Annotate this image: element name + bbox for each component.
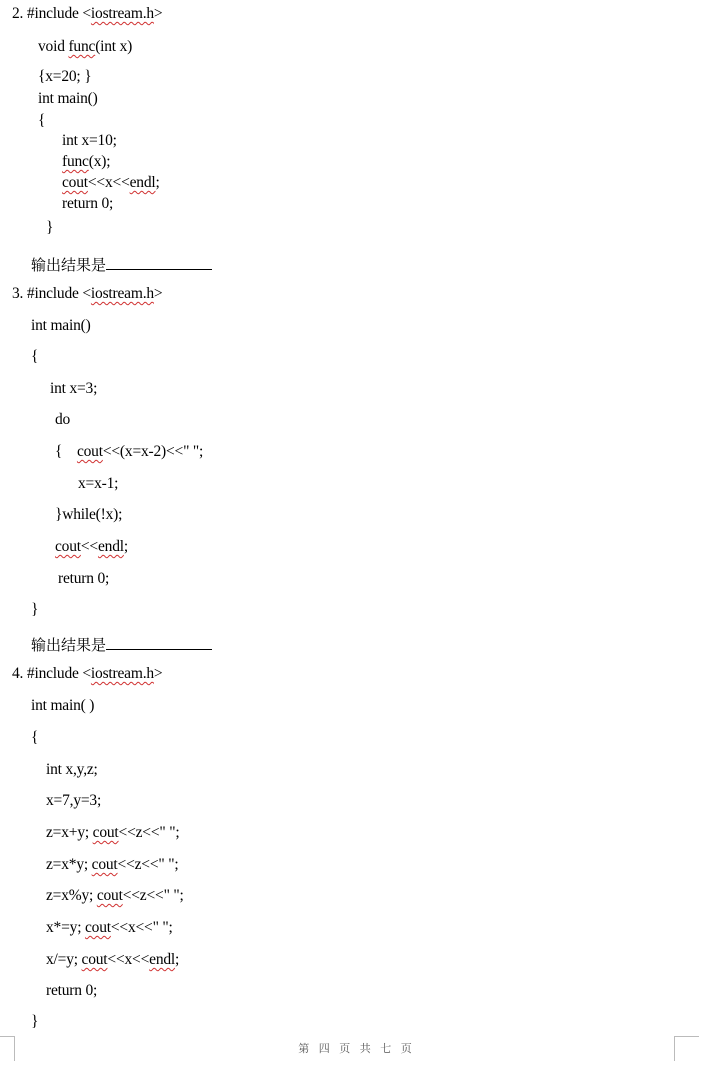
page-footer: 第 四 页 共 七 页 — [298, 1042, 415, 1055]
code-line: return 0; — [58, 570, 110, 587]
q2-answer-prompt: 输出结果是 — [31, 253, 212, 275]
code-line: return 0; — [62, 195, 114, 212]
q4-number: 4. — [12, 665, 24, 682]
code-line: { — [31, 348, 39, 365]
code-line: int main() — [38, 90, 98, 107]
code-line: } — [31, 601, 39, 618]
code-line: int x=10; — [62, 132, 117, 149]
code-line: { — [38, 112, 46, 129]
q3-answer-prompt: 输出结果是 — [31, 633, 212, 655]
answer-blank — [106, 633, 212, 650]
code-line: void func(int x) — [38, 38, 133, 55]
q2-include-line: 2. #include <iostream.h> — [12, 5, 163, 22]
code-line: int x=3; — [50, 380, 98, 397]
q2-number: 2. — [12, 5, 24, 22]
code-line: x=7,y=3; — [46, 792, 102, 809]
code-line: int x,y,z; — [46, 761, 98, 778]
code-line: }while(!x); — [55, 506, 123, 523]
answer-blank — [106, 253, 212, 270]
code-line: int main() — [31, 317, 91, 334]
code-line: func(x); — [62, 153, 111, 170]
code-line: { cout<<(x=x-2)<<" "; — [55, 443, 204, 460]
code-line: z=x*y; cout<<z<<" "; — [46, 856, 179, 873]
q3-include-line: 3. #include <iostream.h> — [12, 285, 163, 302]
spell-underline: iostream.h — [90, 5, 154, 22]
code-line: z=x%y; cout<<z<<" "; — [46, 887, 184, 904]
code-line: {x=20; } — [38, 68, 92, 85]
code-line: x*=y; cout<<x<<" "; — [46, 919, 173, 936]
code-line: cout<<x<<endl; — [62, 174, 160, 191]
code-line: } — [46, 219, 54, 236]
code-line: do — [55, 411, 71, 428]
code-line: return 0; — [46, 982, 98, 999]
code-line: x=x-1; — [78, 475, 119, 492]
code-line: { — [31, 729, 39, 746]
code-line: cout<<endl; — [55, 538, 128, 555]
code-line: } — [31, 1013, 39, 1030]
code-line: x/=y; cout<<x<<endl; — [46, 951, 180, 968]
code-line: int main( ) — [31, 697, 95, 714]
q4-include-line: 4. #include <iostream.h> — [12, 665, 163, 682]
code-line: z=x+y; cout<<z<<" "; — [46, 824, 180, 841]
q3-number: 3. — [12, 285, 24, 302]
